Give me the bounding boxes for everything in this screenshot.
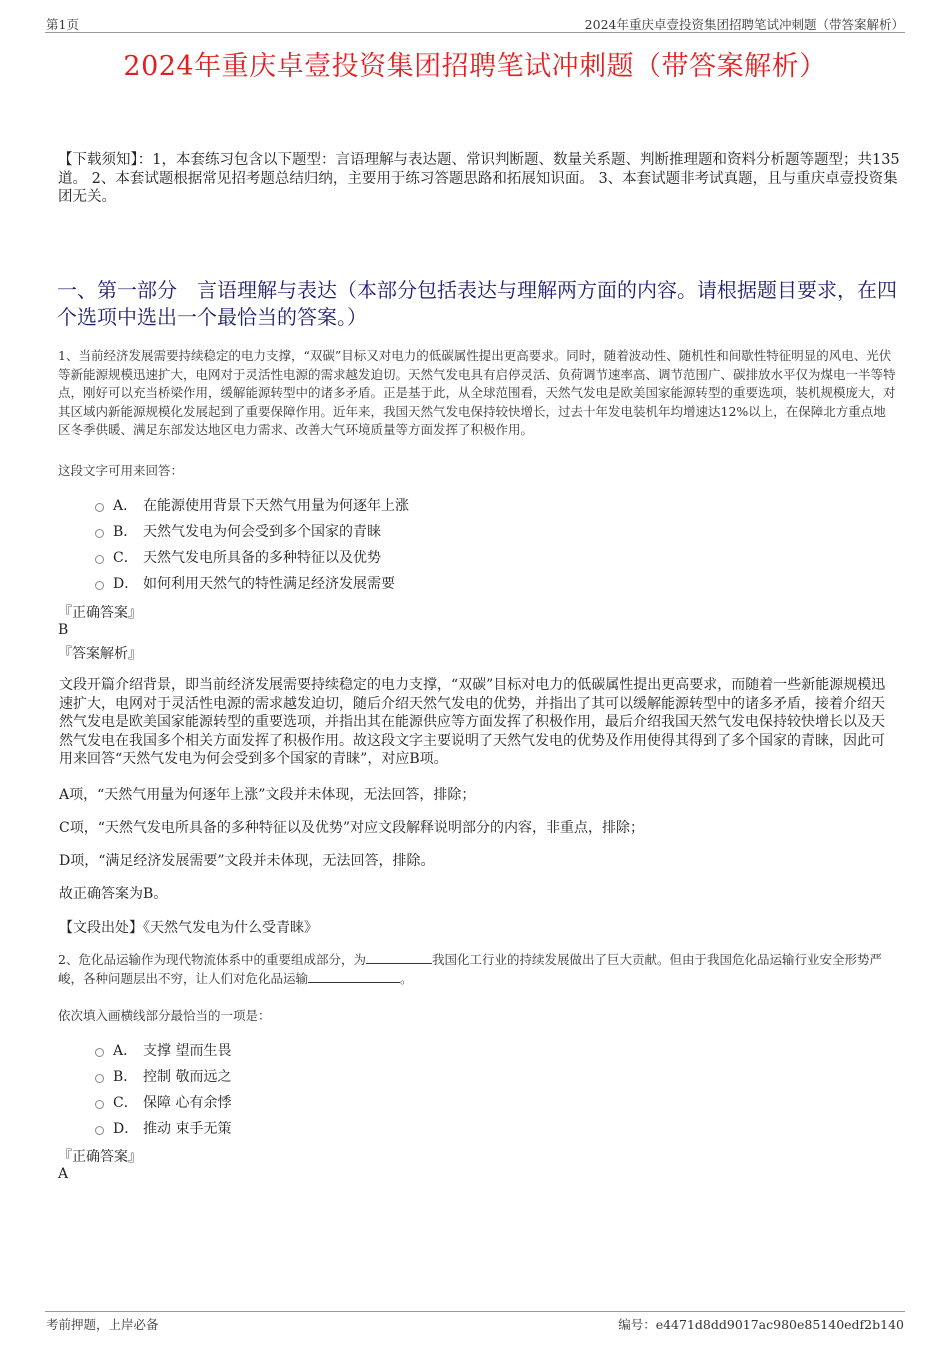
footer-divider xyxy=(45,1311,905,1312)
radio-icon[interactable] xyxy=(95,581,104,590)
question-1-prompt: 这段文字可用来回答： xyxy=(58,463,184,478)
document-title: 2024年重庆卓壹投资集团招聘笔试冲刺题（带答案解析） xyxy=(123,51,827,82)
fill-blank-2 xyxy=(308,970,400,983)
footer-slogan: 考前押题，上岸必备 xyxy=(46,1317,159,1332)
option-d[interactable]: D． 如何利用天然气的特性满足经济发展需要 xyxy=(95,570,895,596)
answer-label: 『正确答案』 xyxy=(58,605,142,621)
analysis-text: 文段开篇介绍背景，即当前经济发展需要持续稳定的电力支撑，“双碳”目标对电力的低碳属性提出更高要求，而随着一些新能源规模迅速扩大，电网对于灵活性电源的需求越发迫切，随后介绍天然气发电的优势，并指出了其可以缓解能源转型中的诸多矛盾，接着介绍天然气发电是欧美国家能源转型的重要选项，并指出其在能源供应等方面发挥了积极作用，最后介绍我国天然气发电保持较快增长以及天然气发电在我国多个相关方面发挥了积极作用。故这段文字主要说明了天然气发电的优势及作用使得其得到了多个国家的青睐，因此可用来回答“天然气发电为何会受到多个国家的青睐”，对应B项。 xyxy=(59,677,886,767)
radio-icon[interactable] xyxy=(95,529,104,538)
option-c[interactable]: C． 天然气发电所具备的多种特征以及优势 xyxy=(95,544,895,570)
answer-label: 『正确答案』 xyxy=(58,1149,142,1165)
analysis-option-c: C项，“天然气发电所具备的多种特征以及优势”对应文段解释说明部分的内容，非重点，排除； xyxy=(59,820,645,836)
question-2-options xyxy=(95,1037,895,1141)
analysis-conclusion: 故正确答案为B。 xyxy=(59,886,168,902)
radio-icon[interactable] xyxy=(95,1126,104,1135)
radio-icon[interactable] xyxy=(95,1074,104,1083)
radio-icon[interactable] xyxy=(95,555,104,564)
radio-icon[interactable] xyxy=(95,1048,104,1057)
answer-value: A xyxy=(58,1166,69,1182)
header-doc-title: 2024年重庆卓壹投资集团招聘笔试冲刺题（带答案解析） xyxy=(584,17,904,32)
analysis-option-a: A项，“天然气用量为何逐年上涨”文段并未体现，无法回答，排除； xyxy=(59,787,476,803)
question-1-text: 1、当前经济发展需要持续稳定的电力支撑，“双碳”目标又对电力的低碳属性提出更高要求。同时，随着波动性、随机性和间歇性特征明显的风电、光伏等新能源规模迅速扩大，电网对于灵活性电源的需求越发迫切。天然气发电具有启停灵活、负荷调节速率高、调节范围广、碳排放水平仅为煤电一半等特点，刚好可以充当桥梁作用，缓解能源转型中的诸多矛盾。正是基于此，从全球范围看，天然气发电是欧美国家能源转型的重要选项，装机规模庞大，对其区域内新能源规模化发展起到了重要保障作用。近年来，我国天然气发电保持较快增长，过去十年发电装机年均增速达12%以上，在保障北方重点地区冬季供暖、满足东部发达地区电力需求、改善大气环境质量等方面发挥了积极作用。 xyxy=(58,348,896,437)
page-number: 第1页 xyxy=(46,17,79,32)
fill-blank-1 xyxy=(366,951,432,964)
radio-icon[interactable] xyxy=(95,503,104,512)
question-2-text: 2、危化品运输作为现代物流体系中的重要组成部分，为 我国化工行业的持续发展做出了巨大贡献。但由于我国危化品运输行业安全形势严峻，各种问题层出不穷，让人们对危化品运输 。 xyxy=(58,952,882,986)
option-d[interactable]: D． 推动 束手无策 xyxy=(95,1115,895,1141)
footer-doc-id: 编号：e4471d8dd9017ac980e85140edf2b140 xyxy=(618,1317,904,1332)
download-notice: 【下载须知】：1，本套练习包含以下题型：言语理解与表达题、常识判断题、数量关系题、判断推理题和资料分析题等题型；共135道。 2、本套试题根据常见招考题总结归纳，主要用于练习答题思路和拓展知识面。 3、本套试题非考试真题，且与重庆卓壹投资集团无关。 xyxy=(58,152,900,205)
question-2-prompt: 依次填入画横线部分最恰当的一项是： xyxy=(58,1008,271,1023)
answer-value: B xyxy=(58,622,69,638)
header-divider xyxy=(45,32,905,33)
option-c[interactable]: C． 保障 心有余悸 xyxy=(95,1089,895,1115)
question-1-options xyxy=(95,492,895,596)
text-source: 【文段出处】《天然气发电为什么受青睐》 xyxy=(59,920,318,936)
option-a[interactable]: A． 支撑 望而生畏 xyxy=(95,1037,895,1063)
option-b[interactable]: B． 控制 敬而远之 xyxy=(95,1063,895,1089)
radio-icon[interactable] xyxy=(95,1100,104,1109)
analysis-option-d: D项，“满足经济发展需要”文段并未体现，无法回答，排除。 xyxy=(59,853,435,869)
section-heading: 一、第一部分 言语理解与表达（本部分包括表达与理解两方面的内容。请根据题目要求，在四个选项中选出一个最恰当的答案。） xyxy=(57,278,897,329)
option-b[interactable]: B． 天然气发电为何会受到多个国家的青睐 xyxy=(95,518,895,544)
analysis-label: 『答案解析』 xyxy=(58,646,142,662)
option-a[interactable]: A． 在能源使用背景下天然气用量为何逐年上涨 xyxy=(95,492,895,518)
